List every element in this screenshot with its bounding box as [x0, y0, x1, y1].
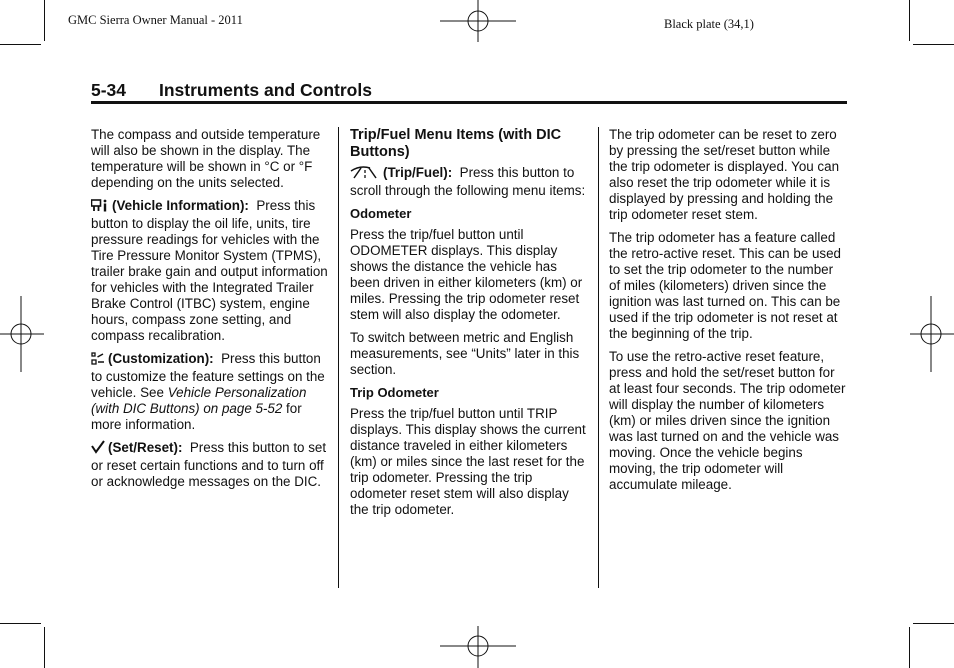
trip-fuel-icon — [350, 165, 380, 183]
vehicle-info-label: (Vehicle Information): — [112, 198, 249, 213]
registration-mark-bottom — [440, 626, 516, 668]
manual-title: GMC Sierra Owner Manual - 2011 — [68, 13, 243, 27]
checkmark-icon — [91, 440, 105, 458]
odometer-paragraph-2: To switch between metric and English measurements, see “Units” later in this section. — [350, 330, 580, 377]
trip-reset-paragraph: The trip odometer can be reset to zero by pressing the set/reset button while the trip odometer is displayed. You can also reset the trip odometer while it is displayed by pressing and holding the trip odometer reset stem. — [609, 127, 840, 222]
page-number: 5-34 — [91, 80, 127, 100]
odometer-paragraph-1: Press the trip/fuel button until ODOMETER displays. This display shows the distance the vehicle has been driven in either kilometers (km) or miles. Pressing the trip odometer reset stem will also display the odometer. — [350, 227, 583, 322]
trip-fuel-heading: Trip/Fuel Menu Items (with DIC Buttons) — [350, 127, 562, 160]
trip-fuel-paragraph — [350, 165, 590, 199]
section-heading — [91, 80, 372, 101]
section-title: Instruments and Controls — [159, 80, 372, 100]
compass-paragraph: The compass and outside temperature will also be shown in the display. The temperature will be shown in °C or °F depending on the units selected. — [91, 127, 321, 190]
trip-odometer-paragraph: Press the trip/fuel button until TRIP displays. This display shows the current distance traveled in either kilometers (km) or miles since the last reset for the trip odometer. Pressing the trip odometer reset stem will also display the trip odometer. — [350, 406, 586, 517]
column-divider-2 — [598, 127, 599, 588]
trip-fuel-label: (Trip/Fuel): — [383, 165, 453, 180]
column-3 — [609, 127, 847, 500]
registration-mark-right — [910, 296, 954, 372]
customization-reference: Vehicle Personalization (with DIC Buttons) on page 5-52 — [91, 385, 307, 416]
set-reset-text: Press this button to set or reset certain functions and to turn off or acknowledge messages on the DIC. — [91, 440, 327, 489]
heading-rule — [91, 101, 847, 104]
column-1 — [91, 127, 329, 497]
customization-label: (Customization): — [108, 351, 214, 366]
retro-active-paragraph: The trip odometer has a feature called the retro-active reset. This can be used to set the trip odometer to the number of miles (kilometers) driven since the ignition was last turned on. This can be used if the trip odometer is not reset at the beginning of the trip. — [609, 230, 841, 341]
customization-icon — [91, 352, 105, 369]
customization-tail: for more information. — [91, 401, 302, 432]
trip-fuel-text: Press this button to scroll through the following menu items: — [350, 165, 586, 198]
column-2 — [350, 127, 590, 525]
vehicle-information-icon — [91, 199, 109, 216]
customization-paragraph — [91, 351, 329, 433]
vehicle-info-text: Press this button to display the oil life, units, tire pressure readings for vehicles with the Tire Pressure Monitor System (TPMS), trailer brake gain and output information for vehicles with the Integrated Trailer Brake Control (ITBC) system, engine hours, compass zone setting, and compass recalibration. — [91, 198, 328, 343]
vehicle-info-paragraph — [91, 198, 329, 344]
odometer-heading: Odometer — [350, 206, 412, 221]
set-reset-paragraph — [91, 440, 329, 490]
registration-mark-top — [440, 0, 516, 50]
column-divider-1 — [338, 127, 339, 588]
set-reset-label: (Set/Reset): — [108, 440, 183, 455]
plate-label: Black plate (34,1) — [664, 17, 754, 31]
trip-odometer-heading: Trip Odometer — [350, 385, 439, 400]
registration-mark-left — [0, 296, 44, 372]
customization-text: Press this button to customize the feature settings on the vehicle. See — [91, 351, 325, 400]
retro-active-usage-paragraph: To use the retro-active reset feature, press and hold the set/reset button for at least four seconds. The trip odometer will display the number of kilometers (km) or miles driven since the ignition was last turned on and the vehicle was moving. Once the vehicle begins moving, the trip odometer will accumulate mileage. — [609, 349, 846, 492]
